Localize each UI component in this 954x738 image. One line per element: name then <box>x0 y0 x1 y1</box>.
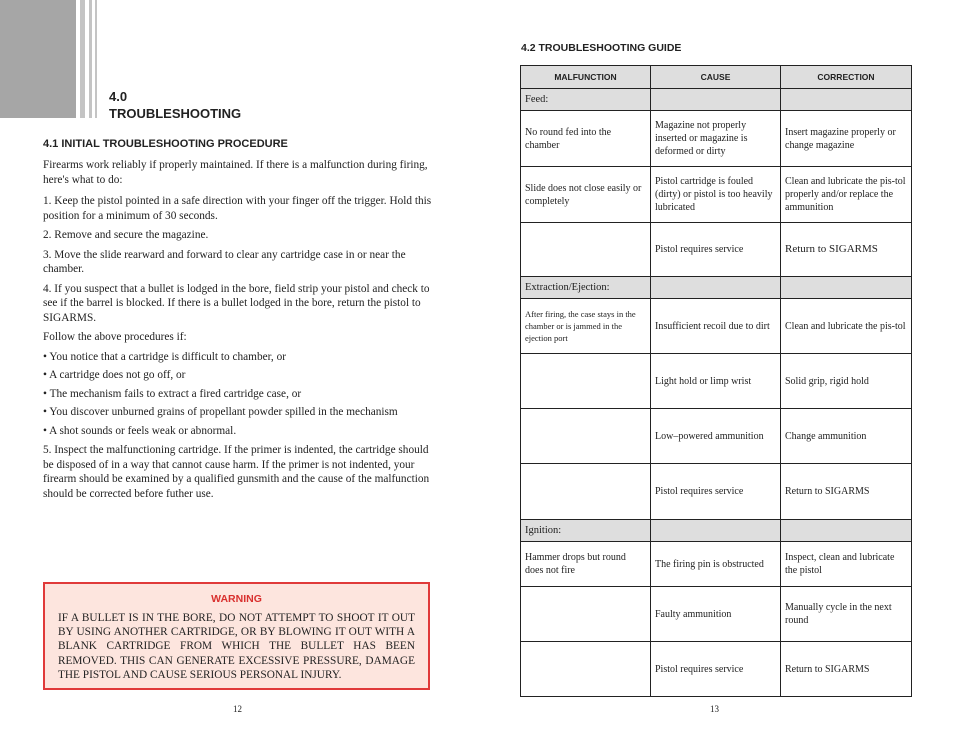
correction-cell: Return to SIGARMS <box>781 464 912 520</box>
column-header-cause: CAUSE <box>651 66 781 89</box>
table-row <box>521 299 912 354</box>
table-row <box>521 587 912 642</box>
cause-cell: Insufficient recoil due to dirt <box>651 299 781 354</box>
category-row-ignition <box>521 520 912 542</box>
bullet-item: • You discover unburned grains of propellant powder spilled in the mechanism <box>43 406 398 418</box>
table-row <box>521 409 912 464</box>
subsection-title: 4.1 INITIAL TROUBLESHOOTING PROCEDURE <box>43 138 288 150</box>
malfunction-cell <box>521 642 651 697</box>
correction-cell: Solid grip, rigid hold <box>781 354 912 409</box>
cause-cell: Pistol cartridge is fouled (dirty) or pistol is too heavily lubricated <box>651 167 781 223</box>
column-header-malfunction: MALFUNCTION <box>521 66 651 89</box>
category-label: Extraction/Ejection: <box>521 277 651 299</box>
correction-cell: Manually cycle in the next round <box>781 587 912 642</box>
cause-cell: Faulty ammunition <box>651 587 781 642</box>
table-row <box>521 464 912 520</box>
troubleshooting-table <box>520 65 912 697</box>
header-decoration-bar <box>95 0 97 118</box>
bullet-item: • You notice that a cartridge is difficult to chamber, or <box>43 350 286 363</box>
cause-cell: Low–powered ammunition <box>651 409 781 464</box>
paragraph: Follow the above procedures if: <box>43 331 187 343</box>
correction-cell: Change ammunition <box>781 409 912 464</box>
table-row <box>521 167 912 223</box>
warning-box <box>43 582 430 690</box>
correction-cell: Inspect, clean and lubricate the pistol <box>781 542 912 587</box>
cause-cell: Pistol requires service <box>651 223 781 277</box>
malfunction-cell: Hammer drops but round does not fire <box>521 542 651 587</box>
paragraph: 3. Move the slide rearward and forward to clear any cartridge case in or near the chamber. <box>43 248 406 275</box>
malfunction-cell: No round fed into the chamber <box>521 111 651 167</box>
malfunction-cell <box>521 223 651 277</box>
paragraph: 2. Remove and secure the magazine. <box>43 229 209 241</box>
paragraph: 1. Keep the pistol pointed in a safe direction with your finger off the trigger. Hold this position for a minimum of 30 seconds. <box>43 195 432 222</box>
header-decoration-block <box>0 0 76 118</box>
table-row <box>521 354 912 409</box>
guide-title: 4.2 TROUBLESHOOTING GUIDE <box>521 42 682 54</box>
table-row <box>521 223 912 277</box>
paragraph: Firearms work reliably if properly maintained. If there is a malfunction during firing, here's what to do: <box>43 159 428 186</box>
correction-cell: Return to SIGARMS <box>781 642 912 697</box>
paragraph: 4. If you suspect that a bullet is lodged in the bore, field strip your pistol and check to see if the barrel is blocked. If there is a bullet lodged in the bore, return the pistol to SIGARMS. <box>43 282 430 324</box>
malfunction-cell <box>521 587 651 642</box>
category-label: Feed: <box>521 89 651 111</box>
cause-cell: Light hold or limp wrist <box>651 354 781 409</box>
header-decoration-bar <box>80 0 85 118</box>
malfunction-cell <box>521 409 651 464</box>
table-row <box>521 642 912 697</box>
cause-cell: Pistol requires service <box>651 642 781 697</box>
paragraph: 5. Inspect the malfunctioning cartridge. If the primer is indented, the cartridge should be disposed of in a way that cannot cause harm. If the primer is not indented, your firearm should be examined by a qualified gunsmith and the cause of the malfunction should be corrected before futher use. <box>43 444 430 500</box>
malfunction-cell: Slide does not close easily or completely <box>521 167 651 223</box>
column-header-correction: CORRECTION <box>781 66 912 89</box>
correction-cell: Insert magazine properly or change magazine <box>781 111 912 167</box>
header-decoration-bar <box>89 0 92 118</box>
warning-title: WARNING <box>211 593 262 605</box>
warning-text: IF A BULLET IS IN THE BORE, DO NOT ATTEMPT TO SHOOT IT OUT BY USING ANOTHER CARTRIDGE, OR BY BLOWING IT OUT WITH A BLANK CARTRIDGE FROM WHICH THE BULLET HAS BEEN REMOVED. THIS CAN GENERATE EXCESSIVE PRESSURE, DAMAGE THE PISTOL AND CAUSE SERIOUS PERSONAL INJURY. <box>58 612 415 681</box>
cause-cell: Magazine not properly inserted or magazine is deformed or dirty <box>651 111 781 167</box>
table-row <box>521 111 912 167</box>
malfunction-cell <box>521 464 651 520</box>
cause-cell: The firing pin is obstructed <box>651 542 781 587</box>
left-page-body <box>43 138 433 505</box>
malfunction-cell <box>521 354 651 409</box>
section-title: TROUBLESHOOTING <box>109 106 242 121</box>
page-number-right: 13 <box>710 704 719 714</box>
correction-cell: Clean and lubricate the pis-tol properly and/or replace the ammunition <box>781 167 912 223</box>
bullet-item: • The mechanism fails to extract a fired cartridge case, or <box>43 387 302 400</box>
correction-cell: Clean and lubricate the pis-tol <box>781 299 912 354</box>
bullet-item: • A shot sounds or feels weak or abnormal. <box>43 424 237 437</box>
cause-cell: Pistol requires service <box>651 464 781 520</box>
section-number: 4.0 <box>109 89 128 104</box>
category-row-feed <box>521 89 912 111</box>
correction-cell: Return to SIGARMS <box>781 223 912 277</box>
table-row <box>521 542 912 587</box>
page-number-left: 12 <box>233 704 242 714</box>
malfunction-cell: After firing, the case stays in the chamber or is jammed in the ejection port <box>521 299 651 354</box>
category-row-extraction <box>521 277 912 299</box>
category-label: Ignition: <box>521 520 651 542</box>
bullet-item: • A cartridge does not go off, or <box>43 369 186 381</box>
table-header-row <box>521 66 912 89</box>
